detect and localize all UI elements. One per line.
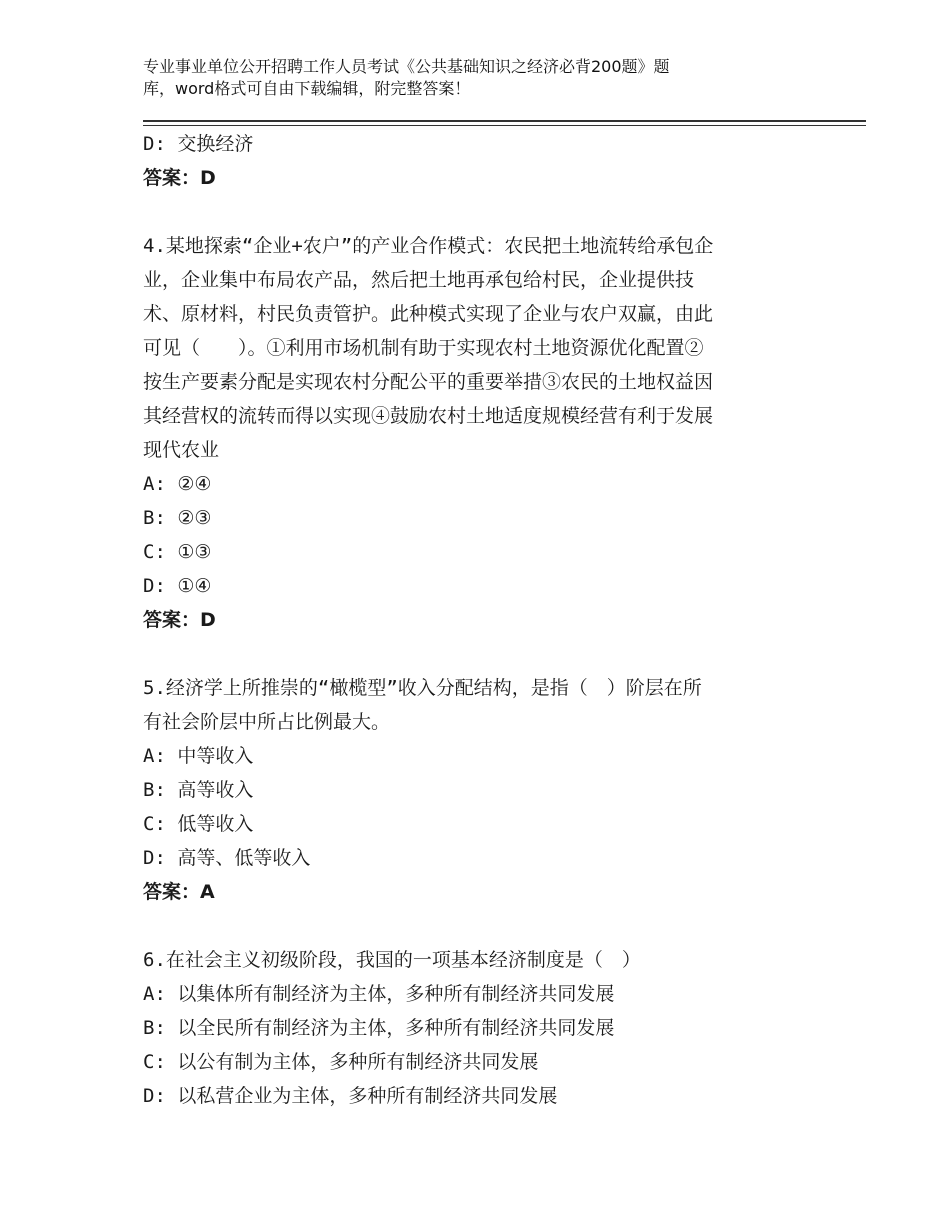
q4-option-c: C: ①③	[143, 541, 212, 563]
q5-text-line: 5.经济学上所推崇的“橄榄型”收入分配结构，是指（ ）阶层在所	[143, 677, 702, 699]
header-divider-thick	[143, 120, 866, 122]
q5-text-line: 有社会阶层中所占比例最大。	[143, 711, 391, 733]
q3-option-d: D: 交换经济	[143, 133, 254, 155]
q6-option-d: D: 以私营企业为主体，多种所有制经济共同发展	[143, 1085, 558, 1107]
q4-text-line: 术、原材料，村民负责管护。此种模式实现了企业与农户双赢，由此	[143, 303, 714, 325]
q6-option-c: C: 以公有制为主体，多种所有制经济共同发展	[143, 1051, 539, 1073]
q6-option-b: B: 以全民所有制经济为主体，多种所有制经济共同发展	[143, 1017, 615, 1039]
q6-text-line: 6.在社会主义初级阶段，我国的一项基本经济制度是（ ）	[143, 949, 641, 971]
q4-option-a: A: ②④	[143, 473, 212, 495]
q4-text-line: 按生产要素分配是实现农村分配公平的重要举措③农民的土地权益因	[143, 371, 714, 393]
question-gap	[143, 195, 813, 229]
document-header	[143, 56, 803, 100]
q4-answer: 答案：D	[143, 609, 216, 631]
header-title-line2: 库，word格式可自由下载编辑，附完整答案！	[143, 79, 471, 98]
question-6	[143, 943, 813, 1113]
q4-option-d: D: ①④	[143, 575, 212, 597]
q4-text-line: 4.某地探索“企业+农户”的产业合作模式：农民把土地流转给承包企	[143, 235, 714, 257]
document-body	[143, 127, 813, 1113]
header-title-line1: 专业事业单位公开招聘工作人员考试《公共基础知识之经济必背200题》题	[143, 57, 670, 76]
q5-option-c: C: 低等收入	[143, 813, 254, 835]
q4-option-b: B: ②③	[143, 507, 212, 529]
q4-text-line: 可见（ ）。①利用市场机制有助于实现农村土地资源优化配置②	[143, 337, 704, 359]
question-gap	[143, 909, 813, 943]
q6-option-a: A: 以集体所有制经济为主体，多种所有制经济共同发展	[143, 983, 615, 1005]
q4-text-line: 其经营权的流转而得以实现④鼓励农村土地适度规模经营有利于发展	[143, 405, 714, 427]
q5-option-d: D: 高等、低等收入	[143, 847, 311, 869]
header-divider-thin	[143, 125, 866, 126]
question-4	[143, 229, 813, 637]
q3-answer: 答案：D	[143, 167, 216, 189]
q4-text-line: 业，企业集中布局农产品，然后把土地再承包给村民，企业提供技	[143, 269, 695, 291]
q5-answer: 答案：A	[143, 881, 215, 903]
q5-option-a: A: 中等收入	[143, 745, 254, 767]
question-gap	[143, 637, 813, 671]
q5-option-b: B: 高等收入	[143, 779, 254, 801]
question-5	[143, 671, 813, 909]
q4-text-line: 现代农业	[143, 439, 220, 461]
